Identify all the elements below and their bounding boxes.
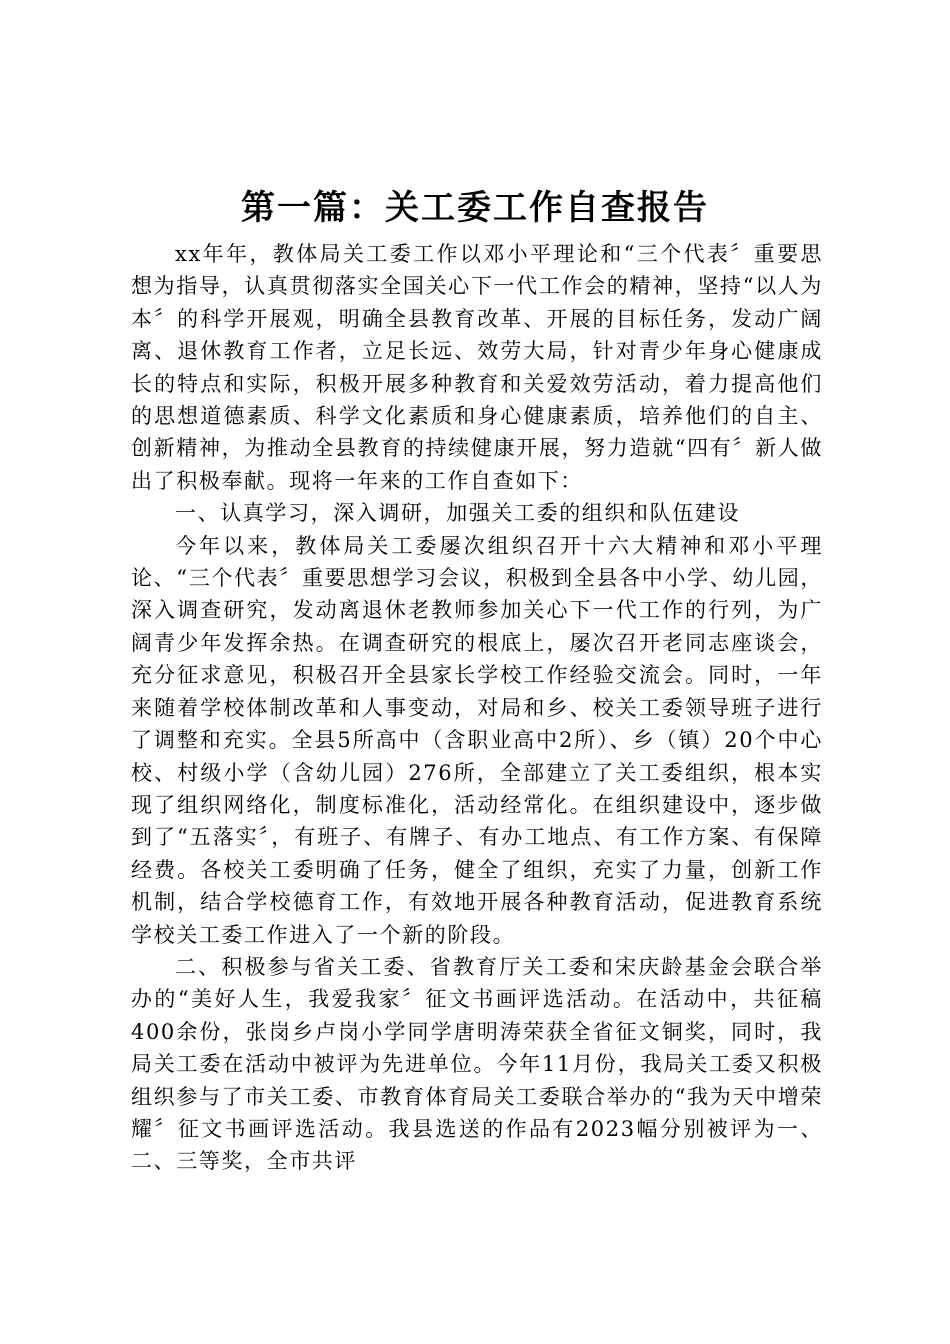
paragraph-intro: xx年年，教体局关工委工作以邓小平理论和“三个代表〞重要思想为指导，认真贯彻落实全国关心下一代工作会的精神，坚持“以人为本〞的科学开展观，明确全县教育改革、开展的目标任务，发动广阔离、退休教育工作者，立足长远、效劳大局，针对青少年身心健康成长的特点和实际，积极开展多种教育和关爱效劳活动，着力提高他们的思想道德素质、科学文化素质和身心健康素质，培养他们的自主、创新精神，为推动全县教育的持续健康开展，努力造就“四有〞新人做出了积极奉献。现将一年来的工作自查如下：: [131, 242, 823, 493]
paragraph-section-2: 二、积极参与省关工委、省教育厅关工委和宋庆龄基金会联合举办的“美好人生，我爱我家〞征文书画评选活动。在活动中，共征稿400余份，张岗乡卢岗小学同学唐明涛荣获全省征文铜奖，同时，我局关工委在活动中被评为先进单位。今年11月份，我局关工委又积极组织参与了市关工委、市教育体育局关工委联合举办的“我为天中增荣耀〞征文书画评选活动。我县选送的作品有2023幅分别被评为一、二、三等奖，全市共评: [131, 954, 823, 1174]
paragraph-section-1: 今年以来，教体局关工委屡次组织召开十六大精神和邓小平理论、“三个代表〞重要思想学习会议，积极到全县各中小学、幼儿园，深入调查研究，发动离退休老教师参加关心下一代工作的行列，为广阔青少年发挥余热。在调查研究的根底上，屡次召开老同志座谈会，充分征求意见，积极召开全县家长学校工作经验交流会。同时，一年来随着学校体制改革和人事变动，对局和乡、校关工委领导班子进行了调整和充实。全县5所高中（含职业高中2所）、乡（镇）20个中心校、村级小学（含幼儿园）276所，全部建立了关工委组织，根本实现了组织网络化，制度标准化，活动经常化。在组织建设中，逐步做到了“五落实〞，有班子、有牌子、有办工地点、有工作方案、有保障经费。各校关工委明确了任务，健全了组织，充实了力量，创新工作机制，结合学校德育工作，有效地开展各种教育活动，促进教育系统学校关工委工作进入了一个新的阶段。: [131, 533, 823, 947]
document-body: [131, 238, 823, 1178]
document-title: 第一篇：关工委工作自查报告: [241, 188, 709, 228]
section-heading-1: 一、认真学习，深入调研，加强关工委的组织和队伍建设: [175, 501, 740, 526]
